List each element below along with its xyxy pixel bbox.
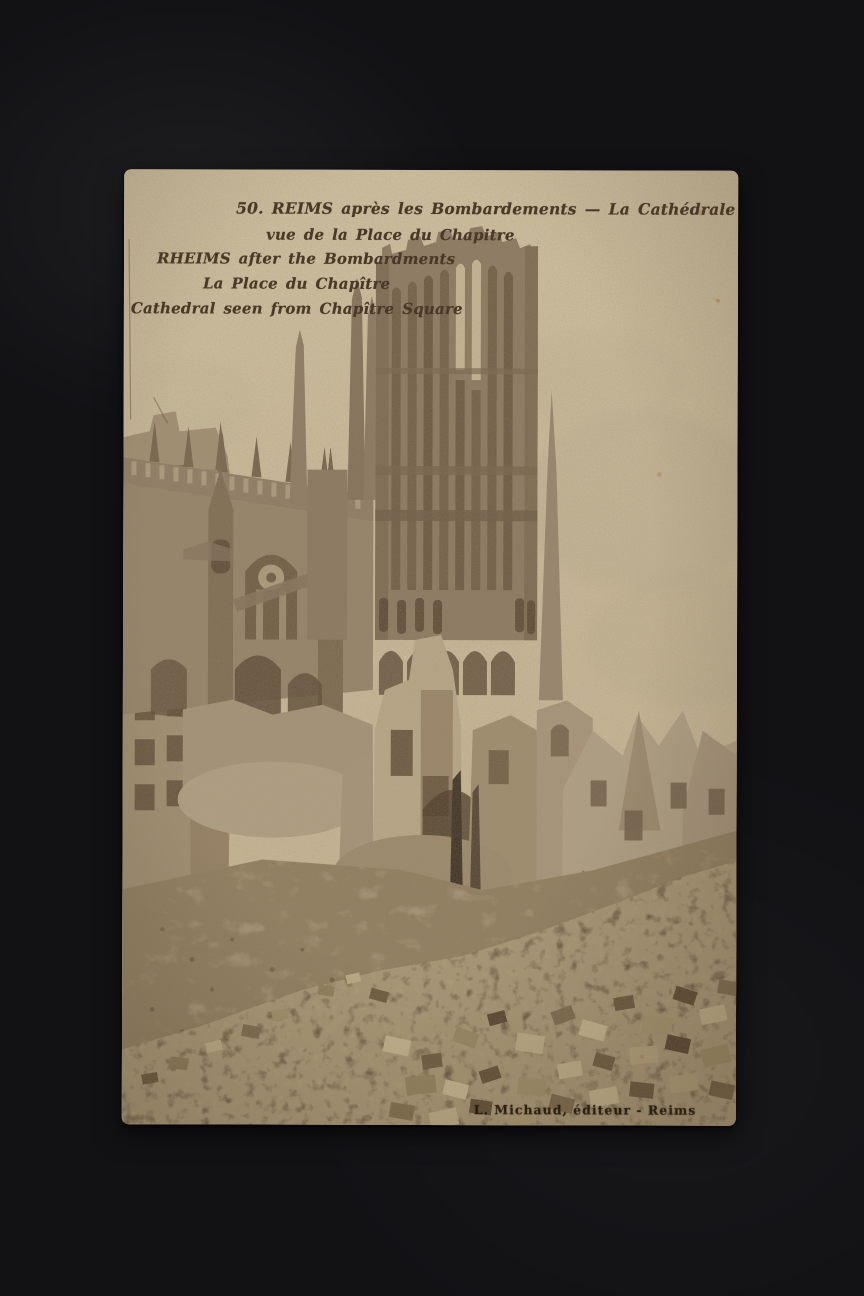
postcard-caption: [124, 169, 738, 341]
publisher-imprint: L. Michaud, éditeur - Reims: [473, 1102, 697, 1118]
caption-line-place: La Place du Chapître: [202, 274, 391, 293]
postcard: [122, 169, 738, 1126]
caption-line-english-title: RHEIMS after the Bombardments: [156, 249, 456, 269]
caption-line-french-title: 50. REIMS après les Bombardements — La Cathédrale: [236, 198, 736, 219]
caption-line-french-subtitle: vue de la Place du Chapitre: [266, 225, 515, 245]
caption-line-english-subtitle: Cathedral seen from Chapître Square: [130, 299, 463, 319]
